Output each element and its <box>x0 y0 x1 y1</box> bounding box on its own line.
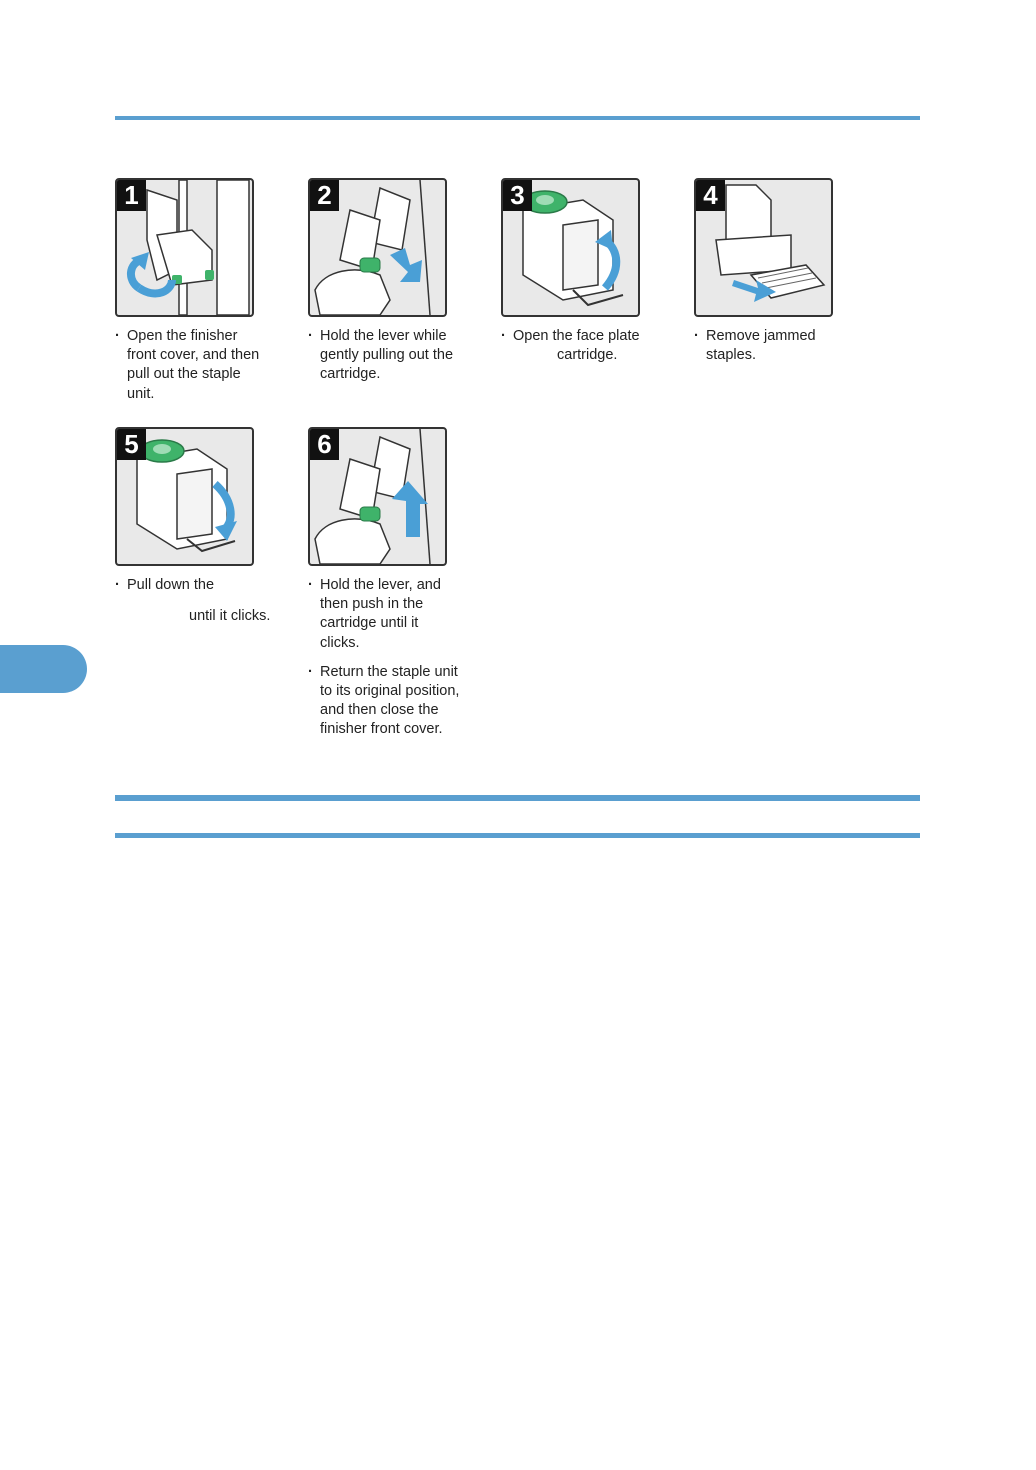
caption-line: then push in the <box>320 596 424 613</box>
caption-line: · Remove jammed <box>706 328 816 344</box>
step-5-illustration <box>115 427 254 566</box>
caption-line: to its original position, <box>320 683 460 700</box>
caption-line: gently pulling out the <box>320 347 454 364</box>
caption-line: until it clicks. <box>189 608 271 625</box>
header-rule <box>115 116 920 120</box>
section-rule <box>115 795 920 801</box>
caption-line: pull out the staple <box>127 366 241 383</box>
chapter-tab <box>0 645 87 693</box>
step-6 <box>308 427 493 740</box>
step-5 <box>115 427 300 626</box>
caption-line: cartridge. <box>557 347 618 364</box>
step-5-number: 5 <box>117 429 146 460</box>
step-3-number: 3 <box>503 180 532 211</box>
step-2-illustration <box>308 178 447 317</box>
step-1-caption <box>115 327 300 404</box>
step-3-caption <box>501 327 686 365</box>
step-4-illustration <box>694 178 833 317</box>
caption-line: · Return the staple unit <box>320 663 458 680</box>
step-2 <box>308 178 493 385</box>
step-2-caption <box>308 327 493 385</box>
caption-line: clicks. <box>320 634 360 651</box>
caption-line: cartridge. <box>320 366 381 383</box>
step-4-number: 4 <box>696 180 725 211</box>
step-6-number: 6 <box>310 429 339 460</box>
step-1 <box>115 178 300 404</box>
caption-line: · Hold the lever while <box>320 328 447 344</box>
caption-line: cartridge until it <box>320 615 419 632</box>
caption-line: finisher front cover. <box>320 721 443 738</box>
section-rule-secondary <box>115 833 920 838</box>
step-6-extra-caption <box>308 663 493 740</box>
step-5-caption <box>115 576 300 626</box>
caption-line: and then close the <box>320 702 439 719</box>
caption-line: · Pull down the <box>127 577 215 593</box>
step-1-number: 1 <box>117 180 146 211</box>
step-6-caption <box>308 576 493 653</box>
caption-line: unit. <box>127 385 155 402</box>
caption-line: staples. <box>706 347 756 364</box>
step-3 <box>501 178 686 365</box>
step-4-caption <box>694 327 879 365</box>
caption-line: front cover, and then <box>127 347 260 364</box>
step-3-illustration <box>501 178 640 317</box>
caption-line: · Hold the lever, and <box>320 577 441 593</box>
caption-line: · Open the face plate <box>513 328 640 344</box>
caption-line: · Open the finisher <box>127 328 238 344</box>
step-2-number: 2 <box>310 180 339 211</box>
step-4 <box>694 178 879 365</box>
step-1-illustration <box>115 178 254 317</box>
step-6-illustration <box>308 427 447 566</box>
